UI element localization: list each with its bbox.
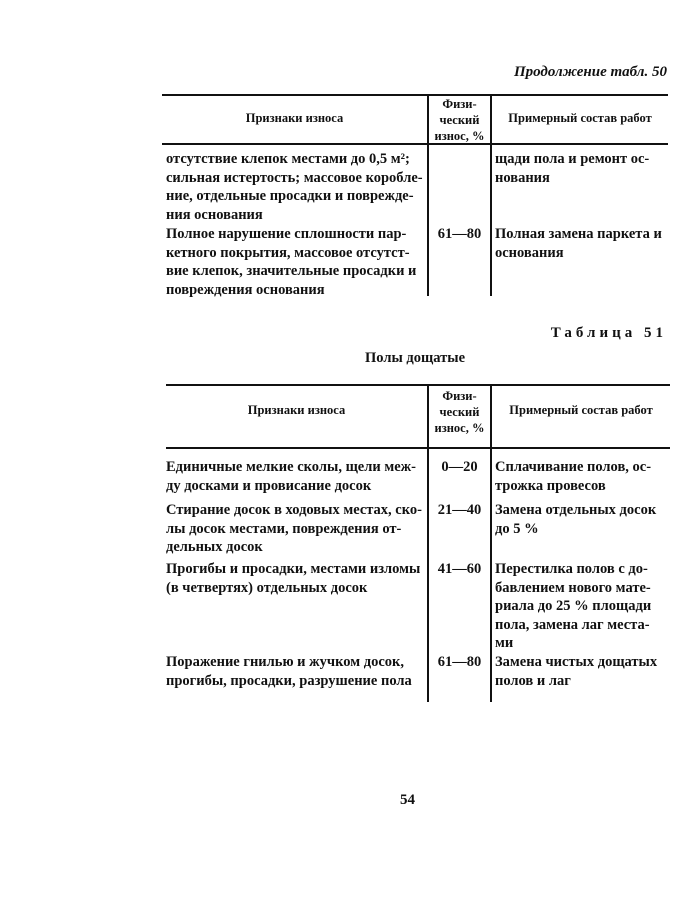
table-row-wear: 0—20 [441, 459, 478, 475]
header-works: Примерный состав работ [509, 403, 653, 417]
table-row-works: щади пола и ремонт ос- нования [495, 151, 650, 186]
header-wear: Физи- ческий износ, % [434, 389, 485, 435]
table-row-signs: отсутствие клепок местами до 0,5 м²; сильная истертость; массовое коробле- ние, отдельные просадки и поврежде- ния основания [166, 151, 423, 223]
table-row-wear: 61—80 [437, 654, 482, 670]
continuation-label: Продолжение табл. 50 [513, 64, 667, 80]
table-row-wear: 41—60 [437, 561, 482, 577]
page-number: 54 [400, 792, 415, 808]
header-signs: Признаки износа [247, 403, 346, 417]
table-top-rule [162, 94, 668, 96]
table-row-works: Полная замена паркета и основания [495, 226, 662, 261]
header-works: Примерный состав работ [508, 111, 652, 125]
table-row-wear: 21—40 [437, 502, 482, 518]
table-row-signs: Поражение гнилью и жучком досок, прогибы, просадки, разрушение пола [166, 654, 412, 689]
table-51-label: Таблица 51 [550, 325, 667, 341]
table-row-signs: Прогибы и просадки, местами изломы (в четвертях) отдельных досок [166, 561, 421, 596]
table-row-signs: Стирание досок в ходовых местах, ско- лы досок местами, повреждения от- дельных досок [166, 502, 422, 555]
table-row-works: Замена отдельных досок до 5 % [495, 502, 657, 537]
table-row-works: Замена чистых дощатых полов и лаг [495, 654, 658, 689]
table-row-signs: Единичные мелкие сколы, щели меж- ду досками и провисание досок [166, 459, 417, 494]
table-row-signs: Полное нарушение сплошности пар- кетного покрытия, массовое отсутст- вие клепок, значительные просадки и повреждения основания [166, 226, 417, 298]
table-row-wear: 61—80 [437, 226, 482, 242]
header-wear: Физи- ческий износ, % [434, 97, 485, 143]
column-divider [490, 384, 492, 702]
table-row-works: Перестилка полов с до- бавлением нового мате- риала до 25 % площади пола, замена лаг места- ми [495, 561, 652, 651]
table-top-rule [166, 384, 670, 386]
table-51-title: Полы дощатые [365, 350, 465, 366]
header-bottom-rule [166, 447, 670, 449]
header-bottom-rule [162, 143, 668, 145]
header-signs: Признаки износа [245, 111, 344, 125]
table-row-works: Сплачивание полов, ос- трожка провесов [495, 459, 652, 494]
